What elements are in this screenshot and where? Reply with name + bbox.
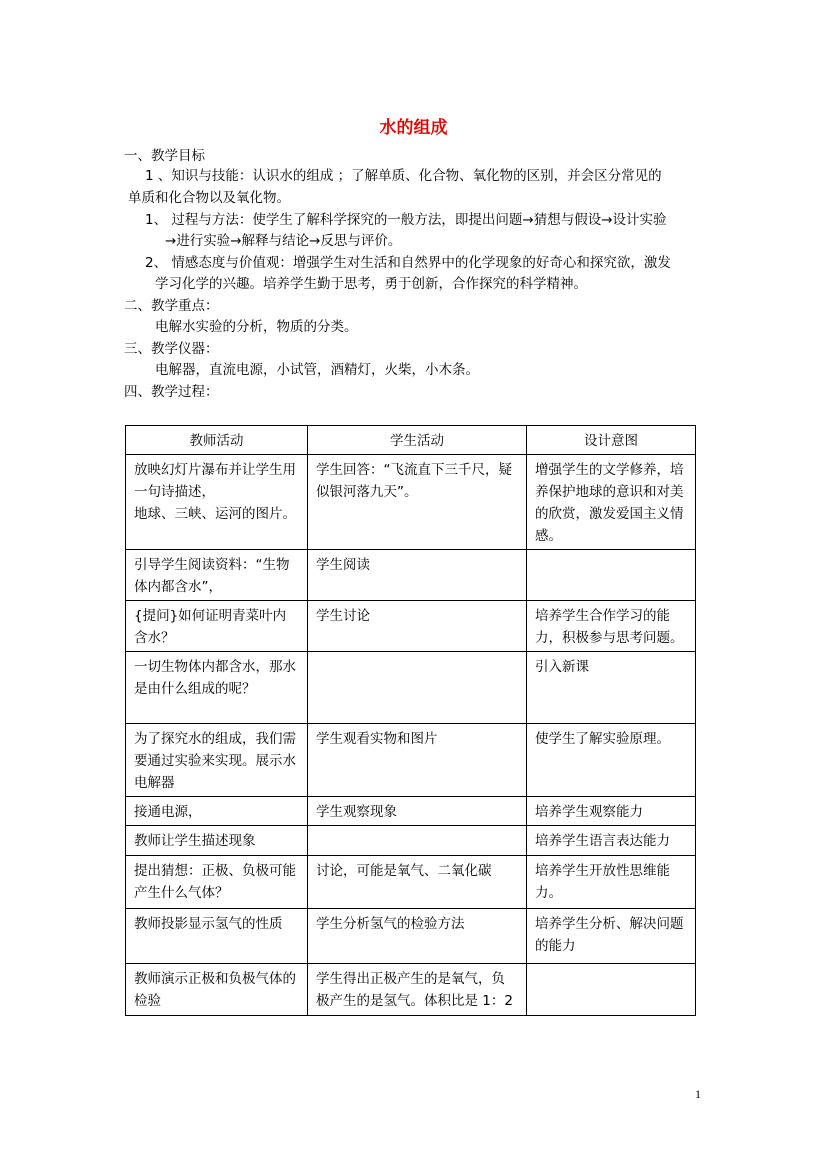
page-title: 水的组成	[379, 118, 448, 138]
student-activity-cell: 学生得出正极产生的是氧气，负极产生的是氢气。体积比是 1：2	[308, 964, 527, 1016]
process-heading: 四、教学过程：	[124, 384, 219, 400]
design-intent-cell	[527, 964, 696, 1016]
objective-2-line-2: →进行实验→解释与结论→反思与评价。	[165, 233, 402, 249]
student-activity-cell: 学生阅读	[308, 550, 527, 601]
table-header-row	[126, 426, 696, 455]
design-intent-cell: 增强学生的文学修养，培养保护地球的意识和对美的欣赏，激发爱国主义情感。	[527, 455, 696, 550]
table-row	[126, 856, 696, 909]
design-intent-cell: 培养学生分析、解决问题的能力	[527, 909, 696, 964]
student-activity-cell	[308, 826, 527, 856]
table-row	[126, 455, 696, 550]
table-row	[126, 826, 696, 856]
teacher-activity-cell: 引导学生阅读资料：“生物体内都含水”，	[126, 550, 308, 601]
table-row	[126, 964, 696, 1016]
design-intent-cell: 培养学生语言表达能力	[527, 826, 696, 856]
keypoints-heading: 二、教学重点：	[124, 298, 219, 314]
keypoints-text: 电解水实验的分析，物质的分类。	[155, 319, 358, 335]
design-intent-cell: 培养学生开放性思维能力。	[527, 856, 696, 909]
student-activity-cell: 学生观察现象	[308, 797, 527, 826]
teacher-activity-cell: 接通电源，	[126, 797, 308, 826]
teacher-activity-cell: 教师投影显示氢气的性质	[126, 909, 308, 964]
table-row	[126, 550, 696, 601]
student-activity-cell: 学生观看实物和图片	[308, 724, 527, 797]
teacher-activity-cell: 一切生物体内都含水，那水是由什么组成的呢？	[126, 652, 308, 724]
lesson-process-table	[125, 425, 696, 1016]
header-teacher-activity: 教师活动	[126, 426, 308, 455]
teacher-activity-cell: {提问}如何证明青菜叶内含水？	[126, 601, 308, 652]
table-row	[126, 724, 696, 797]
design-intent-cell: 培养学生合作学习的能力，积极参与思考问题。	[527, 601, 696, 652]
design-intent-cell: 使学生了解实验原理。	[527, 724, 696, 797]
teacher-activity-cell: 教师让学生描述现象	[126, 826, 308, 856]
design-intent-cell: 引入新课	[527, 652, 696, 724]
instruments-heading: 三、教学仪器：	[124, 341, 219, 357]
teacher-activity-cell: 为了探究水的组成，我们需要通过实验来实现。展示水电解器	[126, 724, 308, 797]
header-design-intent: 设计意图	[527, 426, 696, 455]
teacher-activity-cell: 放映幻灯片瀑布并让学生用一句诗描述， 地球、三峡、运河的图片。	[126, 455, 308, 550]
student-activity-cell: 学生回答：“飞流直下三千尺，疑似银河落九天”。	[308, 455, 527, 550]
objective-3-line-2: 学习化学的兴趣。培养学生勤于思考，勇于创新，合作探究的科学精神。	[155, 276, 587, 292]
instruments-text: 电解器，直流电源，小试管，酒精灯，火柴，小木条。	[155, 362, 479, 378]
design-intent-cell	[527, 550, 696, 601]
table-row	[126, 797, 696, 826]
objective-2-line-1: 1、 过程与方法：使学生了解科学探究的一般方法，即提出问题→猜想与假设→设计实验	[145, 212, 667, 228]
table-row	[126, 909, 696, 964]
page-number: 1	[695, 1087, 701, 1101]
student-activity-cell: 学生分析氢气的检验方法	[308, 909, 527, 964]
student-activity-cell: 学生讨论	[308, 601, 527, 652]
teacher-activity-cell: 教师演示正极和负极气体的检验	[126, 964, 308, 1016]
header-student-activity: 学生活动	[308, 426, 527, 455]
design-intent-cell: 培养学生观察能力	[527, 797, 696, 826]
table-row	[126, 601, 696, 652]
student-activity-cell	[308, 652, 527, 724]
objectives-heading: 一、教学目标	[124, 148, 205, 164]
objective-3-line-1: 2、 情感态度与价值观：增强学生对生活和自然界中的化学现象的好奇心和探究欲，激发	[145, 255, 671, 271]
table-row	[126, 652, 696, 724]
student-activity-cell: 讨论，可能是氧气、二氧化碳	[308, 856, 527, 909]
objective-1-line-2: 单质和化合物以及氧化物。	[128, 190, 290, 206]
teacher-activity-cell: 提出猜想：正极、负极可能产生什么气体？	[126, 856, 308, 909]
objective-1-line-1: 1 、知识与技能：认识水的组成 ；了解单质、化合物、氧化物的区别，并会区分常见的	[145, 168, 662, 184]
